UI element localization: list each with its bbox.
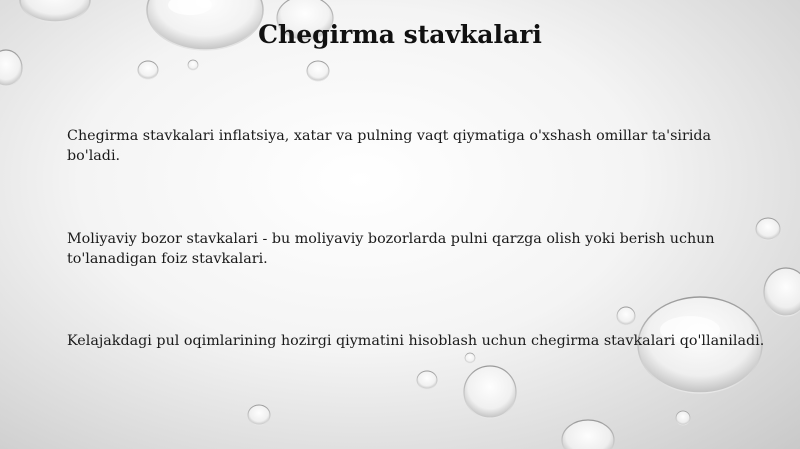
paragraph-market-rates: Moliyaviy bozor stavkalari - bu moliyaviy bozorlarda pulni qarzga olish yoki berish uchun to'lanadigan foiz stavkalari. [67,231,715,267]
slide-title: Chegirma stavkalari [258,20,542,49]
paragraph-discount-rates-factors: Chegirma stavkalari inflatsiya, xatar va pulning vaqt qiymatiga o'xshash omillar ta'sirida bo'ladi. [67,128,712,164]
paragraph-present-value: Kelajakdagi pul oqimlarining hozirgi qiymatini hisoblash uchun chegirma stavkalari qo'llaniladi. [67,333,765,349]
